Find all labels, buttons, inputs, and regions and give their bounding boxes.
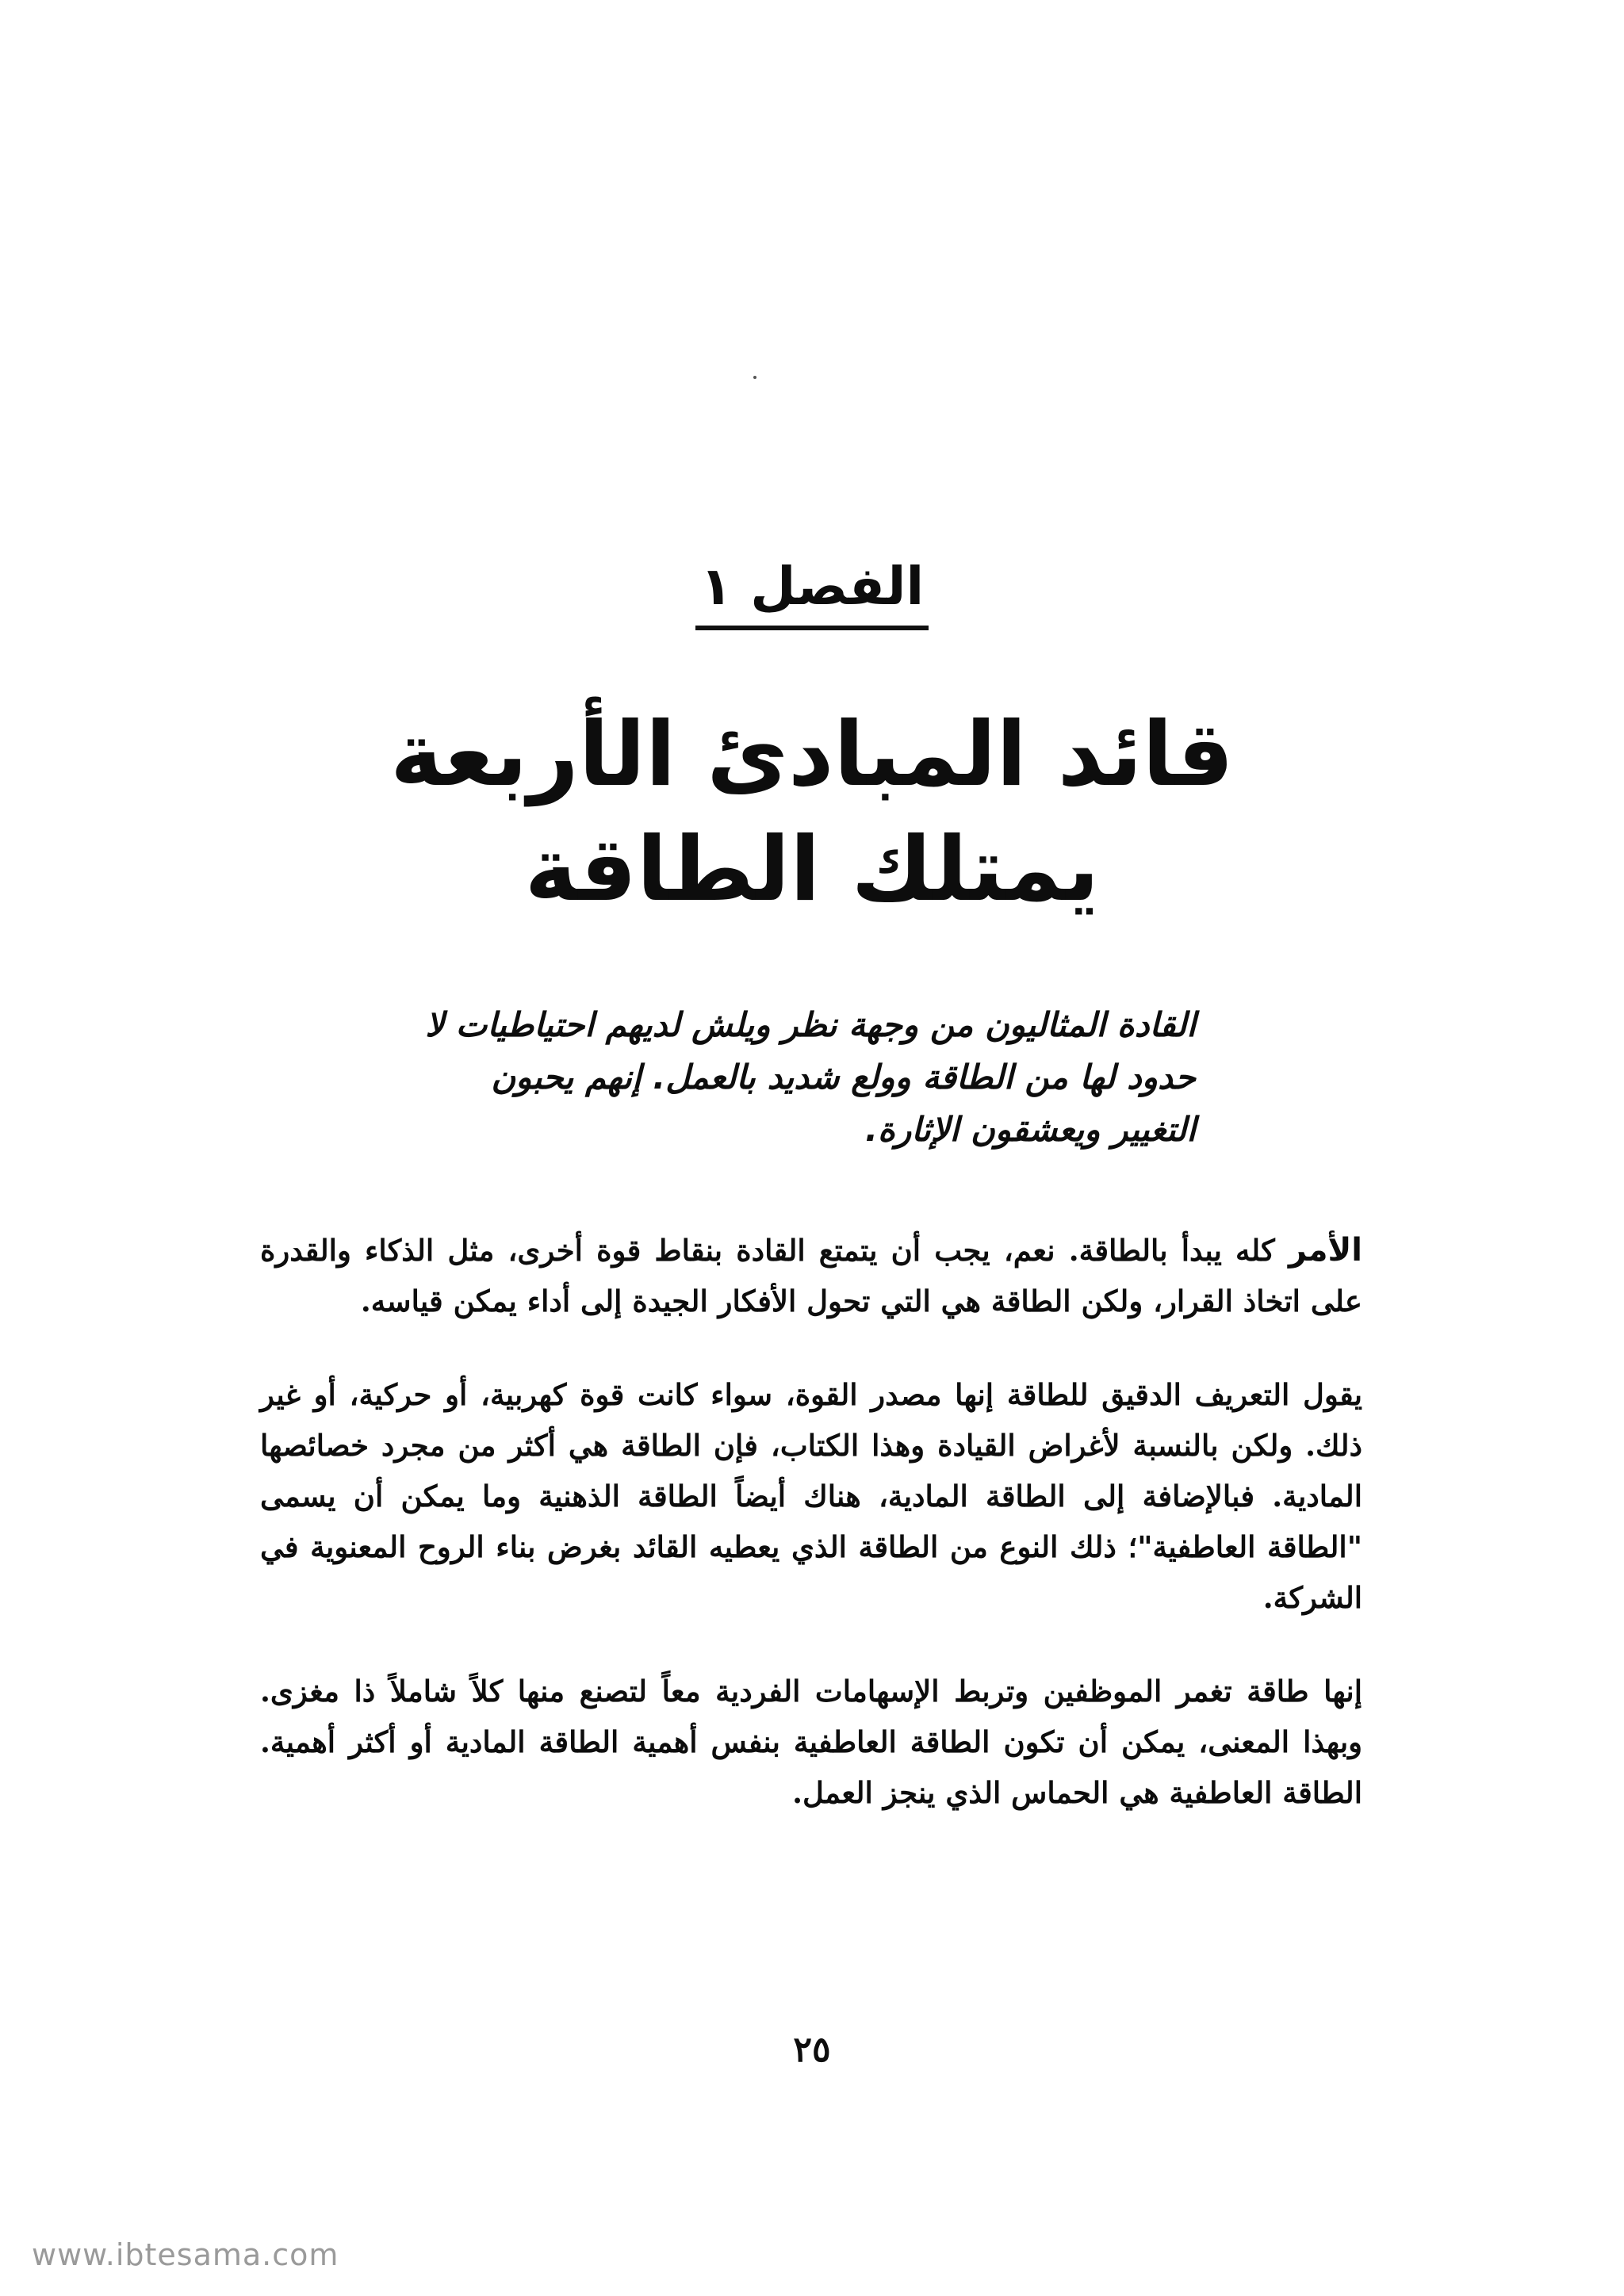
paragraph-1-text: كله يبدأ بالطاقة. نعم، يجب أن يتمتع القادة بنقاط قوة أخرى، مثل الذكاء والقدرة على اتخاذ القرار، ولكن الطاقة هي التي تحول الأفكار الجيدة إلى أداء يمكن قياسه. [260,1233,1362,1318]
site-watermark: www.ibtesama.com [32,2237,339,2272]
chapter-title-line-2: يمتلك الطاقة [524,818,1100,921]
chapter-title-line-1: قائد المبادئ الأربعة [390,703,1234,806]
lead-word: الأمر [1288,1232,1362,1269]
paragraph-3: إنها طاقة تغمر الموظفين وتربط الإسهامات الفردية معاً لتصنع منها كلاً شاملاً ذا مغزى. وبهذا المعنى، يمكن أن تكون الطاقة العاطفية بنفس أهمية الطاقة المادية أو أكثر أهمية. الطاقة العاطفية هي الحماس الذي ينجز العمل. [260,1674,1362,1810]
scan-speck [753,376,756,379]
paragraph-2: يقول التعريف الدقيق للطاقة إنها مصدر القوة، سواء كانت قوة كهربية، أو حركية، أو غير ذلك. ولكن بالنسبة لأغراض القيادة وهذا الكتاب، فإن الطاقة هي أكثر من مجرد خصائصها المادية. فبالإضافة إلى الطاقة المادية، هناك أيضاً الطاقة الذهنية وما يمكن أن يسمى "الطاقة العاطفية"؛ ذلك النوع من الطاقة الذي يعطيه القائد بغرض بناء الروح المعنوية في الشركة. [260,1377,1362,1615]
page-number: ٢٥ [793,2030,831,2070]
chapter-label-text: الفصل ١ [695,555,929,630]
paragraph-1 [260,1225,1362,1326]
body-text [260,1225,1362,1861]
chapter-epigraph: القادة المثاليون من وجهة نظر ويلش لديهم احتياطيات لا حدود لها من الطاقة وولع شديد بالعمل. إنهم يحبون التغيير ويعشقون الإثارة. [425,1005,1196,1149]
chapter-label [0,555,1624,630]
chapter-title [0,698,1624,928]
